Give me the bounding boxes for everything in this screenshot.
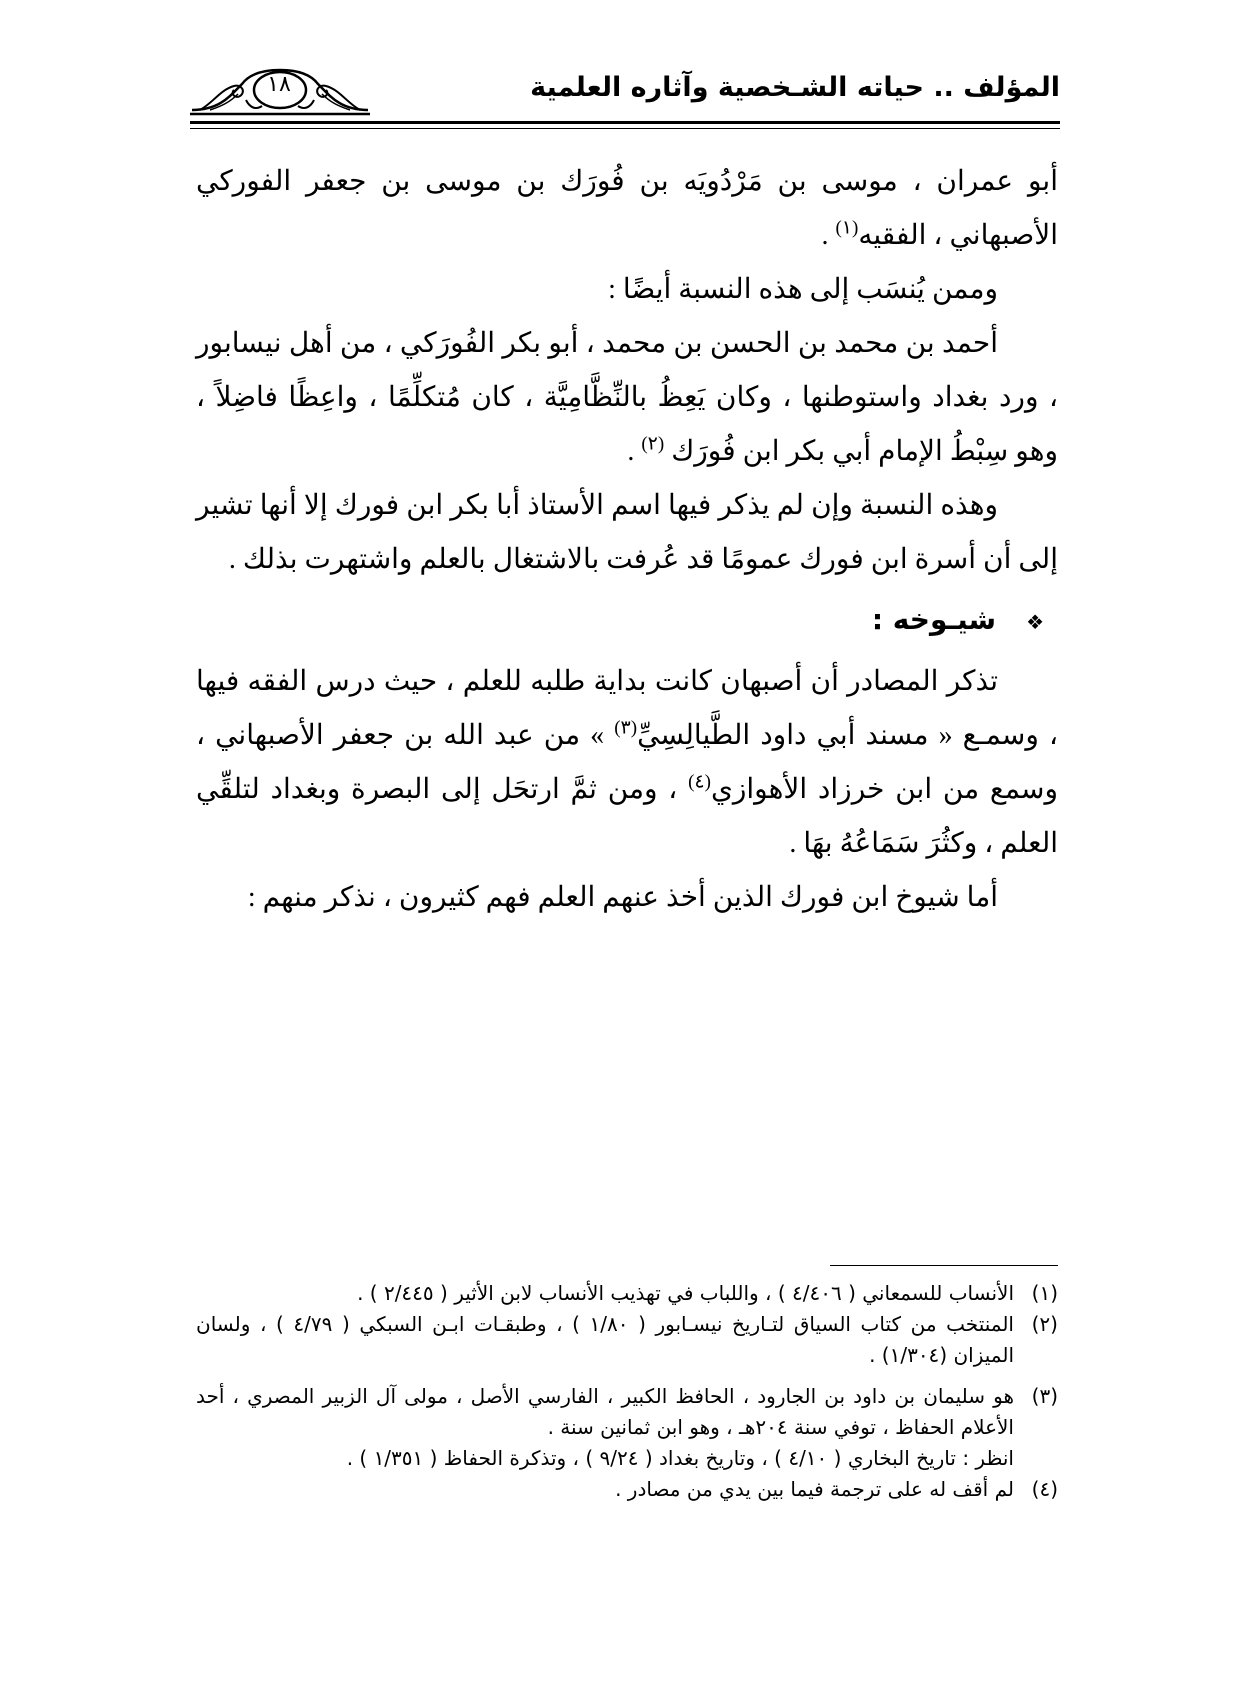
footnote-3-continuation: انظر : تاريخ البخاري ( ٤/١٠ ) ، وتاريخ بغداد ( ٩/٢٤ ) ، وتذكرة الحفاظ ( ١/٣٥١ ) . — [346, 1446, 1014, 1470]
section-heading — [196, 587, 1058, 655]
paragraph-2: وممن يُنسَب إلى هذه النسبة أيضًا : — [608, 274, 998, 305]
footnote-ref-4[interactable]: (٤) — [688, 771, 711, 793]
paragraph-6: أما شيوخ ابن فورك الذين أخذ عنهم العلم فهم كثيرون ، نذكر منهم : — [247, 882, 998, 913]
footnote-2: (٢)المنتخب من كتاب السياق لتـاريخ نيسـابور ( ١/٨٠ ) ، وطبقـات ابـن السبكي ( ٤/٧٩ ) ، ولسان الميزان (١/٣٠٤) . — [196, 1312, 1058, 1367]
header-rule-thick — [190, 121, 1060, 124]
header-rule-thin — [190, 128, 1060, 129]
footnote-ref-2[interactable]: (٢) — [641, 433, 665, 455]
paragraph-1: أبو عمران ، موسى بن مَرْدُويَه بن فُورَك بن موسى بن جعفر الفوركي الأصبهاني ، الفقيه$^{(١)}$ . — [196, 166, 1058, 251]
footnote-ref-3[interactable]: (٣) — [614, 717, 638, 739]
section-heading-text: شيـوخه : — [871, 603, 997, 636]
diamond-bullet-icon: ❖ — [1026, 610, 1044, 634]
footnotes — [196, 1278, 1058, 1505]
footnote-3: (٣)هو سليمان بن داود بن الجارود ، الحافظ الكبير ، الفارسي الأصل ، مولى آل الزبير المصري ، أحد الأعلام الحفاظ ، توفي سنة ٢٠٤هـ ، وهو ابن ثمانين سنة . — [196, 1384, 1058, 1439]
page-number: ١٨ — [267, 72, 291, 97]
body-text — [196, 155, 1058, 925]
footnote-separator — [830, 1265, 1058, 1266]
footnote-4: (٤)لم أقف له على ترجمة فيما بين يدي من مصادر . — [615, 1477, 1058, 1501]
paragraph-5: تذكر المصادر أن أصبهان كانت بداية طلبه للعلم ، حيث درس الفقه فيها ، وسمـع « مسند أبي داود الطَّيالِسِيِّ$^{(٣)}$ » من عبد الله بن جعفر الأصبهاني ، وسمع من ابن خرزاد الأهوازي$^{(٤)}$ ، ومن ثمَّ ارتحَل إلى البصرة وبغداد لتلقِّي العلم ، وكثُرَ سَمَاعُهُ بهَا . — [196, 666, 1059, 859]
footnote-ref-1[interactable]: (١) — [835, 217, 859, 239]
paragraph-3: أحمد بن محمد بن الحسن بن محمد ، أبو بكر الفُورَكي ، من أهل نيسابور ، ورد بغداد واستوطنها ، وكان يَعِظُ بالنِّظَّامِيَّة ، كان مُتكلِّمًا ، واعِظًا فاضِلاً ، وهو سِبْطُ الإمام أبي بكر ابن فُورَك $^{(٢)}$ . — [196, 328, 1058, 467]
paragraph-4: وهذه النسبة وإن لم يذكر فيها اسم الأستاذ أبا بكر ابن فورك إلا أنها تشير إلى أن أسرة ابن فورك عمومًا قد عُرفت بالاشتغال بالعلم واشتهرت بذلك . — [196, 490, 1058, 575]
running-title: المؤلف .. حياته الشـخصية وآثاره العلمية — [530, 72, 1060, 103]
footnote-1: (١)الأنساب للسمعاني ( ٤/٤٠٦ ) ، واللباب في تهذيب الأنساب لابن الأثير ( ٢/٤٤٥ ) . — [357, 1281, 1058, 1305]
